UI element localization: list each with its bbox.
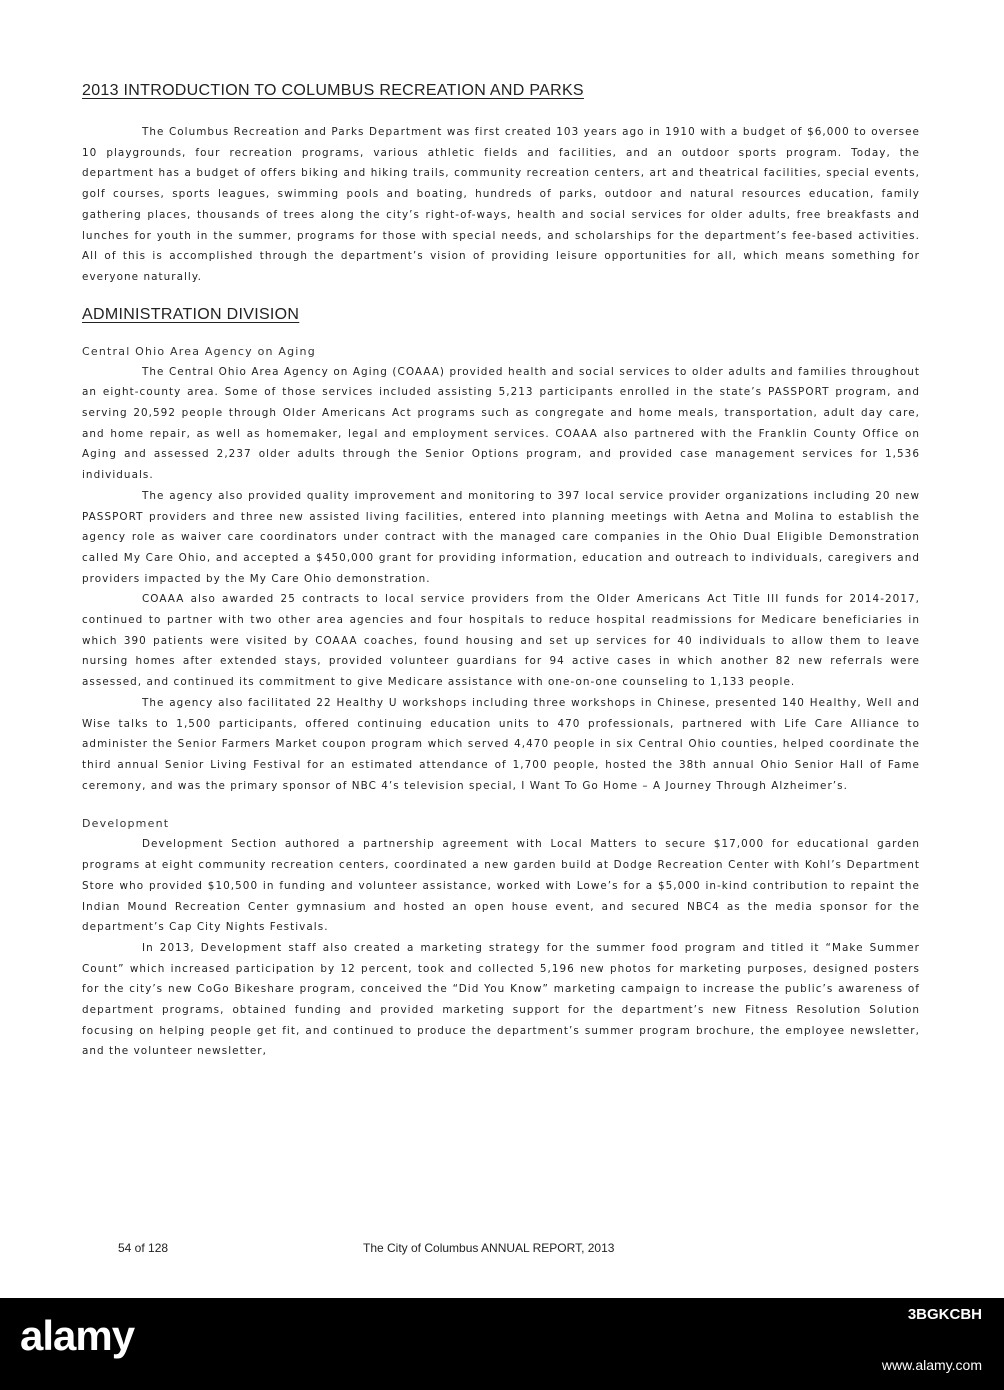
document-content bbox=[82, 82, 920, 1062]
administration-heading: ADMINISTRATION DIVISION bbox=[82, 305, 300, 323]
coaaa-paragraph-1: The Central Ohio Area Agency on Aging (COAAA) provided health and social services to older adults and families throughout an eight-county area. Some of those services included assisting 5,213 participants enrolled in the state’s PASSPORT program, and serving 20,592 people through Older Americans Act programs such as congregate and home meals, transportation, adult day care, and home repair, as well as homemaker, legal and employment services. COAAA also partnered with the Franklin County Office on Aging and assessed 2,237 older adults through the Senior Options program, and provided case management services for 1,536 individuals. bbox=[82, 365, 920, 482]
alamy-logo: alamy bbox=[20, 1312, 135, 1359]
coaaa-paragraph-2: The agency also provided quality improvement and monitoring to 397 local service provider organizations including 20 new PASSPORT providers and three new assisted living facilities, entered into planning meetings with Aetna and Molina to establish the agency role as waiver care coordinators under contract with the managed care companies in the Ohio Dual Eligible Demonstration called My Care Ohio, and accepted a $450,000 grant for providing information, education and outreach to individuals, caregivers and providers impacted by the My Care Ohio demonstration. bbox=[82, 489, 920, 585]
development-subheading: Development bbox=[82, 817, 170, 831]
footer-report-title: The City of Columbus ANNUAL REPORT, 2013 bbox=[363, 1241, 615, 1255]
development-paragraph-1: Development Section authored a partnership agreement with Local Matters to secure $17,000 for educational garden programs at eight community recreation centers, coordinated a new garden build at Dodge Recreation Center with Kohl’s Department Store who provided $10,500 in funding and volunteer assistance, worked with Lowe’s for a $5,000 in-kind contribution to repaint the Indian Mound Recreation Center gymnasium and hosted an open house event, and secured NBC4 as the media sponsor for the department’s Cap City Nights Festivals. bbox=[82, 838, 920, 934]
coaaa-paragraph-4: The agency also facilitated 22 Healthy U workshops including three workshops in Chinese, presented 140 Healthy, Well and Wise talks to 1,500 participants, offered continuing education units to 470 professionals, partnered with Life Care Alliance to administer the Senior Farmers Market coupon program which served 4,470 people in six Central Ohio counties, helped coordinate the third annual Senior Living Festival for an estimated attendance of 1,700 people, hosted the 38th annual Ohio Senior Hall of Fame ceremony, and was the primary sponsor of NBC 4’s television special, I Want To Go Home – A Journey Through Alzheimer’s. bbox=[82, 696, 920, 792]
watermark-url: www.alamy.com bbox=[881, 1357, 982, 1373]
watermark-image-id: 3BGKCBH bbox=[907, 1306, 982, 1323]
intro-heading: 2013 INTRODUCTION TO COLUMBUS RECREATION AND PARKS bbox=[82, 82, 584, 99]
footer-page-number: 54 of 128 bbox=[118, 1241, 169, 1255]
development-paragraph-2: In 2013, Development staff also created a marketing strategy for the summer food program and titled it “Make Summer Count” which increased participation by 12 percent, took and collected 5,196 new photos for marketing purposes, designed posters for the city’s new CoGo Bikeshare program, conceived the “Did You Know” marketing campaign to increase the public’s awareness of department programs, obtained funding and provided marketing support for the department’s new Fitness Resolution Solution focusing on helping people get fit, and continued to produce the department’s summer program brochure, the employee newsletter, and the volunteer newsletter, bbox=[82, 941, 920, 1058]
watermark-bar bbox=[0, 1298, 1004, 1390]
coaaa-subheading: Central Ohio Area Agency on Aging bbox=[82, 344, 316, 358]
coaaa-paragraph-3: COAAA also awarded 25 contracts to local service providers from the Older Americans Act Title III funds for 2014-2017, continued to partner with two other area agencies and four hospitals to reduce hospital readmissions for Medicare beneficiaries in which 390 patients were visited by COAAA coaches, found housing and set up services for 40 individuals to allow them to leave nursing homes after extended stays, provided volunteer guardians for 94 active cases in which another 82 new referrals were assessed, and continued its commitment to give Medicare assistance with one-on-one counseling to 1,133 people. bbox=[82, 593, 920, 689]
intro-paragraph: The Columbus Recreation and Parks Department was first created 103 years ago in 1910 with a budget of $6,000 to oversee 10 playgrounds, four recreation programs, various athletic fields and facilities, and an outdoor sports program. Today, the department has a budget of offers biking and hiking trails, community recreation centers, art and theatrical facilities, special events, golf courses, sports leagues, swimming pools and boating, hundreds of parks, outdoor and natural resources education, family gathering places, thousands of trees along the city’s right-of-ways, health and social services for older adults, free breakfasts and lunches for youth in the summer, programs for those with special needs, and scholarships for the department’s fee-based activities. All of this is accomplished through the department’s vision of providing leisure opportunities for all, which means something for everyone naturally. bbox=[82, 126, 920, 283]
